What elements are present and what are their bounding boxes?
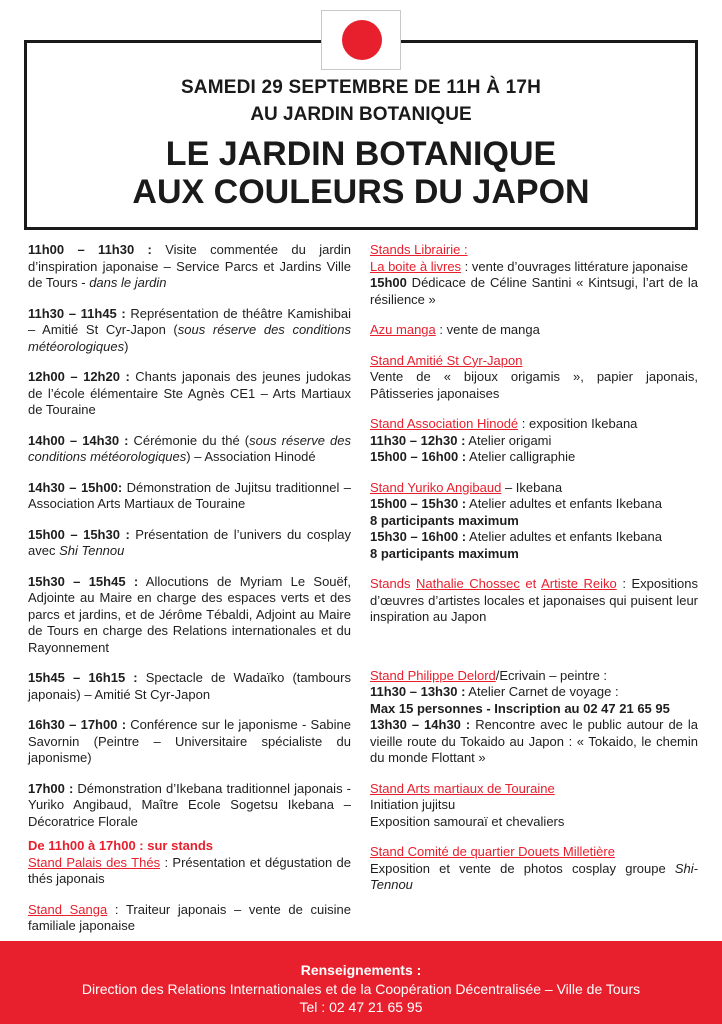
program-item: [28, 242, 351, 292]
stand-hinode: [370, 416, 698, 466]
slot-time: 15h00 – 15h30 :: [370, 496, 467, 511]
program-column: [28, 242, 351, 949]
program-time: 14h00 – 14h30 :: [28, 432, 129, 448]
stand-yuriko: [370, 480, 698, 563]
stand-text: : Présentation et dégustation de thés japonais: [28, 854, 352, 886]
footer-line: Direction des Relations Internationales et de la Coopération Décentralisée – Ville de Tours: [81, 981, 641, 997]
program-item: [28, 306, 351, 356]
program-text: Visite commentée du jardin d’inspiration japonaise – Service Parcs et Jardins Ville de Tours -: [28, 242, 351, 290]
program-item: [28, 369, 351, 419]
stand-note: Shi-Tennou: [370, 860, 698, 892]
slot-time: 15h30 – 16h00 :: [370, 529, 467, 544]
stand-delord-link[interactable]: Stand Philippe Delord: [370, 667, 496, 683]
program-item: [28, 433, 351, 466]
footer-phone: Tel : 02 47 21 65 95: [299, 999, 423, 1015]
stand-text: : vente de manga: [435, 322, 540, 337]
program-text-end: ) – Association Hinodé: [186, 449, 316, 464]
slot-text: Atelier calligraphie: [466, 449, 576, 464]
program-time: 15h00 – 15h30 :: [28, 526, 130, 542]
program-item: [28, 670, 351, 703]
program-text: Présentation de l’univers du cosplay avec: [28, 526, 351, 558]
program-text-end: ): [124, 338, 129, 354]
program-item: [28, 480, 351, 513]
stand-amitie-link[interactable]: Stand Amitié St Cyr-Japon: [370, 352, 523, 368]
participants-max: 8 participants maximum: [370, 545, 519, 561]
stand-librairie-heading[interactable]: Stands Librairie :: [370, 242, 468, 257]
stand-delord: [370, 668, 698, 767]
stand-text: – Ikebana: [501, 479, 563, 495]
program-time: 11h30 – 11h45 :: [28, 305, 126, 321]
stand-hinode-link[interactable]: Stand Association Hinodé: [370, 416, 519, 431]
event-date: SAMEDI 29 SEPTEMBRE DE 11H À 17H: [180, 77, 542, 98]
program-time: 12h00 – 12h20 :: [28, 369, 130, 384]
program-note: Shi Tennou: [59, 543, 125, 558]
stand-expositions: [370, 576, 698, 626]
stand-text: /Ecrivain – peintre :: [495, 667, 608, 683]
azu-manga-link[interactable]: Azu manga: [370, 322, 436, 337]
program-note: dans le jardin: [89, 275, 167, 290]
slot-text: Atelier origami: [465, 432, 552, 448]
program-time: 16h30 – 17h00 :: [28, 717, 127, 732]
program-item: [28, 717, 351, 767]
program-time: 15h45 – 16h15 :: [28, 670, 138, 685]
slot-time: 15h00 – 16h00 :: [370, 449, 467, 464]
stand-sanga-link[interactable]: Stand Sanga: [28, 901, 108, 917]
stand-text: : Expositions d’œuvres d’artistes locales et japonaises qui puisent leur inspiration au Japon: [370, 576, 698, 624]
stand-azu-manga: [370, 322, 698, 339]
inscription-info: Max 15 personnes - Inscription au 02 47 21 65 95: [370, 700, 670, 716]
stands-column: [370, 242, 698, 908]
program-text: Spectacle de Wadaïko (tambours japonais) – Amitié St Cyr-Japon: [28, 670, 351, 702]
program-text: Conférence sur le japonisme - Sabine Savornin (Peintre – Universitaire spécialiste du japonisme): [28, 717, 352, 765]
slot-text: Atelier adultes et enfants Ikebana: [466, 496, 662, 511]
program-item: [28, 527, 351, 560]
stands-block: [28, 838, 351, 888]
stand-librairie: [370, 242, 698, 308]
program-text: Allocutions de Myriam Le Souëf, Adjointe au Maire en charge des espaces verts et des parcs et jardins, et de Jérôme Tébaldi, Adjoint au Maire de Tours en charge des Relations internationales et du Rayonnement: [28, 573, 351, 655]
slot-text: Atelier adultes et enfants Ikebana: [466, 529, 662, 544]
stand-text: : Traiteur japonais – vente de cuisine familiale japonaise: [28, 901, 351, 933]
program-note: sous réserve des conditions météorologiques: [28, 322, 351, 354]
participants-max: 8 participants maximum: [370, 512, 519, 528]
program-text: Démonstration de Jujitsu traditionnel – Association Arts Martiaux de Touraine: [28, 479, 351, 511]
dedicace-text: Dédicace de Céline Santini « Kintsugi, l’art de la résilience »: [370, 275, 698, 307]
program-text: Démonstration d’Ikebana traditionnel japonais - Yuriko Angibaud, Maître Ecole Sogetsu Ikebana – Décoratrice Florale: [28, 780, 351, 829]
nathalie-chossec-link[interactable]: Nathalie Chossec: [416, 576, 520, 591]
program-item: [28, 781, 351, 831]
stand-text: : vente d’ouvrages littérature japonaise: [461, 258, 688, 274]
slot-time: 13h30 – 14h30 :: [370, 717, 471, 732]
program-text: Chants japonais des jeunes judokas de l’école élémentaire Ste Agnès CE1 – Arts Martiaux de Touraine: [28, 369, 351, 417]
footer-banner: [0, 941, 722, 1024]
page-title: [27, 135, 695, 211]
stand-text: Vente de « bijoux origamis », papier japonais, Pâtisseries japonaises: [370, 369, 698, 401]
slot-time: 11h30 – 12h30 :: [370, 432, 466, 448]
program-time: 14h30 – 15h00:: [28, 479, 123, 495]
stand-text: Exposition et vente de photos cosplay groupe: [370, 860, 675, 876]
artiste-reiko-link[interactable]: Artiste Reiko: [541, 576, 617, 591]
program-item: [28, 574, 351, 657]
program-text: Cérémonie du thé (: [128, 432, 250, 448]
program-time: 15h30 – 15h45 :: [28, 573, 139, 589]
stand-palais-des-thes-link[interactable]: Stand Palais des Thés: [28, 854, 161, 870]
stand-item: [28, 902, 351, 935]
program-note: sous réserve des conditions météorologiques: [28, 432, 351, 464]
stand-text: : exposition Ikebana: [518, 416, 638, 431]
slot-text: Atelier Carnet de voyage :: [465, 684, 619, 699]
event-venue: AU JARDIN BOTANIQUE: [250, 104, 472, 125]
stand-comite-link[interactable]: Stand Comité de quartier Douets Milletière: [370, 844, 615, 859]
boite-a-livres-link[interactable]: La boite à livres: [370, 258, 462, 274]
stand-line: Initiation jujitsu: [370, 797, 456, 812]
stands-heading: De 11h00 à 17h00 : sur stands: [28, 838, 213, 853]
stands-prefix: Stands: [370, 576, 417, 591]
program-time: 17h00 :: [28, 780, 74, 796]
dedicace-time: 15h00: [370, 275, 407, 290]
footer-heading: Renseignements :: [300, 962, 422, 978]
stand-arts-martiaux-link[interactable]: Stand Arts martiaux de Touraine: [370, 780, 555, 796]
stand-yuriko-link[interactable]: Stand Yuriko Angibaud: [370, 479, 502, 495]
program-text: Représentation de théâtre Kamishibai – Amitié St Cyr-Japon (: [28, 305, 351, 337]
flag-sun: [342, 20, 382, 60]
stand-arts-martiaux: [370, 781, 698, 831]
slot-text: Rencontre avec le public autour de la vieille route du Tokaido au Japon : « Tokaido, le chemin du monde Flottant »: [370, 717, 699, 765]
stand-comite: [370, 844, 698, 894]
slot-time: 11h30 – 13h30 :: [370, 684, 466, 699]
title-line-2: AUX COULEURS DU JAPON: [132, 173, 590, 211]
title-line-1: LE JARDIN BOTANIQUE: [165, 135, 557, 173]
stands-and: et: [519, 576, 542, 591]
japan-flag-icon: [321, 10, 401, 70]
stand-amitie: [370, 353, 698, 403]
stand-line: Exposition samouraï et chevaliers: [370, 813, 565, 829]
program-time: 11h00 – 11h30 :: [28, 242, 152, 257]
